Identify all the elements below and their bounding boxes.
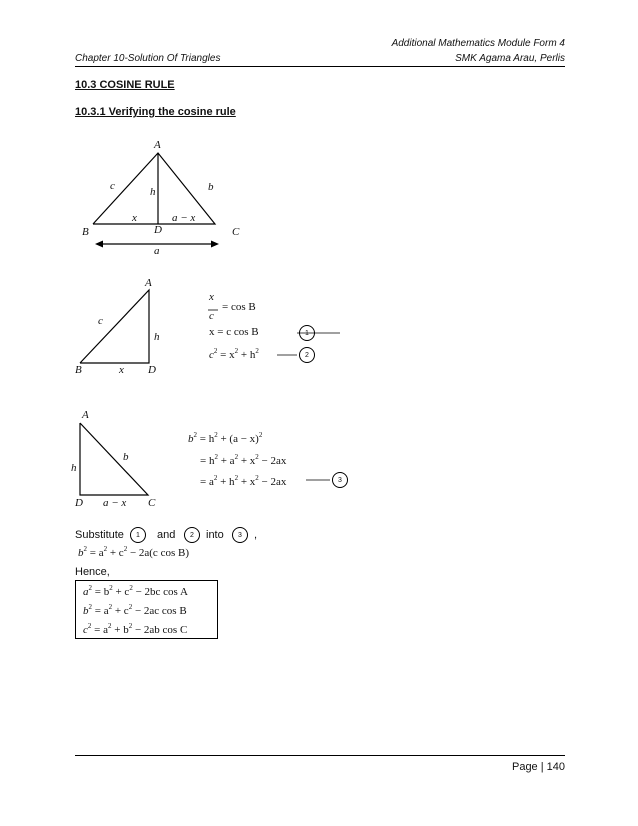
fig3-line2: = $h^2 + a^2 + x^2 - 2ax$ <box>200 453 287 467</box>
substitute-word: Substitute <box>75 529 124 541</box>
fig2-vertex-a: A <box>145 277 152 289</box>
fig2-vertex-b: B <box>75 364 82 376</box>
section-title: 10.3 COSINE RULE <box>75 79 175 91</box>
fig1-segment-a-minus-x: a − x <box>172 212 196 224</box>
fig3-height-h: h <box>71 462 77 474</box>
fig1-base-a: a <box>154 245 160 257</box>
header-module-title: Additional Mathematics Module Form 4 <box>391 38 565 49</box>
ref-circle-1: 1 <box>299 325 315 341</box>
fig2-fraction-denominator: c <box>209 310 214 322</box>
cosine-rule-c: $c^2 = a^2 + b^2 - 2ab$ cos C <box>83 622 188 636</box>
fig2-eq2: x = c cos B <box>209 326 259 338</box>
fig3-vertex-d: D <box>75 497 83 509</box>
fig2-fraction-numerator: x <box>209 291 214 303</box>
fig1-vertex-c: C <box>232 226 240 238</box>
fig1-vertex-a: A <box>154 139 161 151</box>
fig2-vertex-d: D <box>148 364 156 376</box>
fig1-side-b: b <box>208 181 214 193</box>
ref-circle-3: 3 <box>332 472 348 488</box>
fig3-base-a-minus-x: a − x <box>103 497 127 509</box>
substituted-equation: $b^2 = a^2 + c^2 - 2a(c$ cos B) <box>78 545 189 559</box>
fig1-side-c: c <box>110 180 115 192</box>
hence-label: Hence, <box>75 566 110 578</box>
substitute-comma: , <box>254 529 258 541</box>
substitute-ref-3: 3 <box>232 527 248 543</box>
fig3-side-b: b <box>123 451 129 463</box>
cosine-rule-a: $a^2 = b^2 + c^2 - 2bc$ cos A <box>83 584 188 598</box>
cosine-rule-b: $b^2 = a^2 + c^2 - 2ac$ cos B <box>83 603 187 617</box>
fig2-eq3: $c^2 = x^2 + h^2$ <box>209 347 259 361</box>
substitute-ref-2: 2 <box>184 527 200 543</box>
substitute-into: into <box>206 529 224 541</box>
ref-circle-2: 2 <box>299 347 315 363</box>
fig1-vertex-b: B <box>82 226 89 238</box>
fig2-base-x: x <box>119 364 124 376</box>
header-school: SMK Agama Arau, Perlis <box>455 53 565 64</box>
substitute-ref-1: 1 <box>130 527 146 543</box>
fig2-height-h: h <box>154 331 160 343</box>
substitute-and: and <box>157 529 176 541</box>
fig1-height-h: h <box>150 186 156 198</box>
footer-rule <box>75 755 565 756</box>
fig2-eq1-rhs: = cos B <box>222 301 256 313</box>
fig3-line1: $b^2 = h^2 + (a - x)^2$ <box>188 431 263 445</box>
page-number: Page | 140 <box>511 761 565 773</box>
subsection-title: 10.3.1 Verifying the cosine rule <box>75 106 236 118</box>
fig1-segment-x: x <box>132 212 137 224</box>
fig3-line3: = $a^2 + h^2 + x^2 - 2ax$ <box>200 474 287 488</box>
header-chapter: Chapter 10-Solution Of Triangles <box>75 53 221 64</box>
fig3-vertex-c: C <box>148 497 156 509</box>
fig2-side-c: c <box>98 315 103 327</box>
fig3-vertex-a: A <box>82 409 89 421</box>
fig1-vertex-d: D <box>154 224 162 236</box>
